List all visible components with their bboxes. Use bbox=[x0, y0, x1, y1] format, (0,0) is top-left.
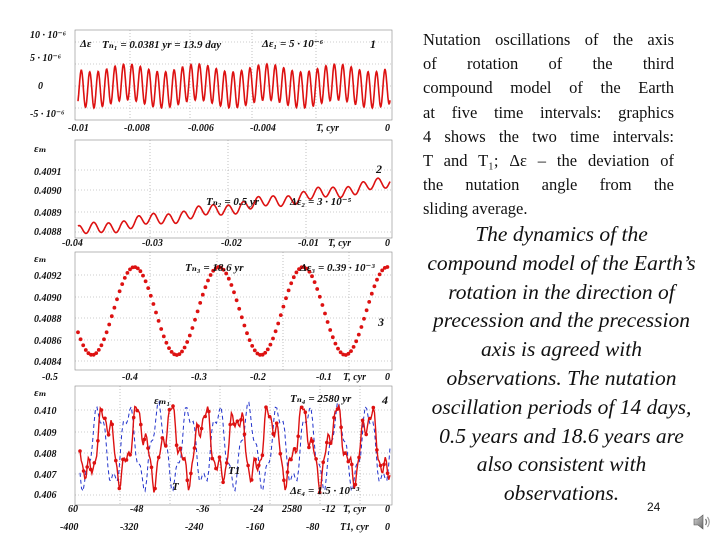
panel-2-ytick: 0.4089 bbox=[34, 208, 62, 219]
description-line: Nutation oscillations of the axis bbox=[423, 30, 674, 49]
panel-4-marker bbox=[193, 446, 197, 450]
panel-3-point bbox=[162, 335, 166, 339]
description-line: of rotation of the third bbox=[423, 54, 674, 74]
panel-2-xtick: -0.03 bbox=[142, 238, 163, 249]
panel-3-point bbox=[120, 282, 124, 286]
figure-description bbox=[423, 28, 674, 222]
body-line: axis is agreed with bbox=[480, 337, 643, 362]
panel-3-point bbox=[185, 340, 189, 344]
panel-3-point bbox=[253, 349, 257, 353]
panel-4-marker bbox=[332, 416, 336, 420]
panel-4-marker bbox=[329, 442, 333, 446]
panel-4-marker bbox=[221, 481, 225, 485]
panel-4-marker bbox=[100, 408, 104, 412]
panel-4-marker bbox=[178, 447, 182, 451]
panel-4-marker bbox=[157, 456, 161, 460]
panel-3-point bbox=[196, 310, 200, 314]
panel-3-point bbox=[118, 289, 122, 293]
panel-4-marker bbox=[211, 457, 215, 461]
panel-4-red-series bbox=[80, 406, 390, 493]
panel-4-marker bbox=[357, 456, 361, 460]
panel-3-point bbox=[107, 323, 111, 327]
panel-4-blue-series bbox=[80, 402, 390, 491]
panel-3-point bbox=[84, 348, 88, 352]
body-line: rotation in the direction of bbox=[448, 279, 675, 304]
panel-4-marker bbox=[343, 451, 347, 455]
panel-3-xtick: -0.4 bbox=[122, 372, 138, 383]
plot-frame bbox=[75, 140, 392, 238]
panel-4-xtick: -24 bbox=[250, 504, 264, 515]
body-line: observations. bbox=[503, 481, 620, 506]
panel-4-marker bbox=[164, 444, 168, 448]
panel-4-marker bbox=[103, 417, 107, 421]
panel-3-point bbox=[126, 271, 130, 275]
panel-4-marker bbox=[200, 427, 204, 431]
panel-3-xtick: T, cyr bbox=[343, 372, 366, 383]
panel-4-t-label: T bbox=[172, 481, 179, 493]
panel-4-marker bbox=[307, 446, 311, 450]
panel-3-ytick: 0.4086 bbox=[34, 336, 62, 347]
panel-4-marker bbox=[364, 433, 368, 437]
panel-4-marker bbox=[85, 465, 89, 469]
panel-4-marker bbox=[382, 463, 386, 467]
panel-4-marker bbox=[289, 458, 293, 462]
panel-1-xtick: -0.01 bbox=[68, 123, 89, 134]
panel-4-marker bbox=[214, 467, 218, 471]
panel-3-point bbox=[318, 295, 322, 299]
panel-3-xtick: -0.1 bbox=[316, 372, 332, 383]
panel-3-point bbox=[279, 313, 283, 317]
panel-4-marker bbox=[207, 410, 211, 414]
panel-4-x2tick: -320 bbox=[120, 522, 139, 533]
panel-2-xtick: -0.04 bbox=[62, 238, 83, 249]
panel-4-marker bbox=[321, 460, 325, 464]
panel-3-point bbox=[373, 284, 377, 288]
panel-1-period-label: Tₙ₁ = 0.0381 yr = 13.9 day bbox=[102, 39, 222, 51]
panel-4-marker bbox=[282, 478, 286, 482]
panel-4-marker bbox=[254, 458, 258, 462]
panel-3-point bbox=[250, 344, 254, 348]
panel-4-marker bbox=[150, 466, 154, 470]
panel-3-point bbox=[144, 279, 148, 283]
panel-4-marker bbox=[339, 426, 343, 430]
panel-3-xtick: -0.2 bbox=[250, 372, 266, 383]
panel-4-series-label: εₘ₁ bbox=[154, 395, 171, 407]
panel-3-point bbox=[367, 300, 371, 304]
panel-2-ylabel: εₘ bbox=[34, 143, 47, 155]
panel-3-point bbox=[191, 326, 195, 330]
description-line: 4 shows the two time intervals: bbox=[423, 126, 674, 146]
body-line: compound model of the Earth’s bbox=[427, 250, 696, 275]
panel-3-point bbox=[204, 285, 208, 289]
panel-1-ytick: 0 bbox=[38, 81, 43, 92]
panel-3-point bbox=[354, 339, 358, 343]
panel-4-marker bbox=[296, 435, 300, 439]
panel-4 bbox=[34, 386, 392, 533]
panel-3-point bbox=[243, 324, 247, 328]
panel-1-ytick: 5 · 10⁻⁶ bbox=[30, 53, 62, 64]
panel-4-ytick: 0.407 bbox=[34, 470, 57, 481]
panel-3-point bbox=[328, 328, 332, 332]
panel-3-point bbox=[79, 337, 83, 341]
panel-4-period-label: Tₙ₄ = 2580 yr bbox=[290, 393, 352, 405]
panel-4-x2tick: 0 bbox=[385, 522, 390, 533]
panel-3-point bbox=[365, 308, 369, 312]
panel-4-marker bbox=[275, 421, 279, 425]
panel-3-point bbox=[375, 278, 379, 282]
panel-4-xtick: T, cyr bbox=[343, 504, 366, 515]
speaker-icon[interactable] bbox=[692, 512, 712, 532]
panel-4-x2tick: -160 bbox=[246, 522, 265, 533]
body-paragraph bbox=[405, 220, 718, 508]
panel-4-marker bbox=[243, 432, 247, 436]
panel-3-point bbox=[76, 330, 80, 334]
panel-3-ytick: 0.4088 bbox=[34, 314, 62, 325]
panel-3-point bbox=[154, 311, 158, 315]
panel-3-point bbox=[284, 296, 288, 300]
panel-3-point bbox=[349, 349, 353, 353]
panel-4-marker bbox=[125, 458, 129, 462]
panel-4-marker bbox=[175, 443, 179, 447]
panel-4-marker bbox=[239, 418, 243, 422]
panel-4-marker bbox=[347, 460, 351, 464]
panel-4-marker bbox=[246, 464, 250, 468]
panel-3-point bbox=[94, 351, 98, 355]
panel-1-ytick: 10 · 10⁻⁶ bbox=[30, 30, 67, 41]
panel-3-point bbox=[139, 269, 143, 273]
panel-2-number: 2 bbox=[376, 162, 382, 176]
panel-3-point bbox=[206, 279, 210, 283]
panel-3-point bbox=[326, 320, 330, 324]
body-line: oscillation periods of 14 days, bbox=[431, 394, 692, 419]
panel-3-xtick: 0 bbox=[385, 372, 390, 383]
panel-4-marker bbox=[168, 408, 172, 412]
panel-4-marker bbox=[153, 487, 157, 491]
panel-4-marker bbox=[261, 453, 265, 457]
panel-3-point bbox=[292, 275, 296, 279]
panel-3-period-label: Tₙ₃ = 18.6 yr bbox=[185, 262, 244, 274]
panel-3-point bbox=[230, 283, 234, 287]
panel-3-number: 3 bbox=[378, 315, 384, 329]
panel-3-point bbox=[245, 331, 249, 335]
panel-3-point bbox=[269, 343, 273, 347]
panel-3-point bbox=[201, 293, 205, 297]
panel-3-point bbox=[227, 277, 231, 281]
panel-3-point bbox=[266, 348, 270, 352]
panel-4-marker bbox=[236, 419, 240, 423]
panel-3-point bbox=[188, 334, 192, 338]
panel-4-marker bbox=[232, 422, 236, 426]
panel-4-marker bbox=[93, 461, 97, 465]
panel-3-point bbox=[180, 350, 184, 354]
panel-4-marker bbox=[186, 478, 190, 482]
body-line: 0.5 years and 18.6 years are bbox=[439, 423, 684, 448]
panel-3-point bbox=[240, 315, 244, 319]
panel-3-point bbox=[152, 302, 156, 306]
panel-3-xtick: -0.3 bbox=[191, 372, 207, 383]
panel-4-marker bbox=[314, 457, 318, 461]
panel-3-point bbox=[336, 347, 340, 351]
panel-3-point bbox=[271, 337, 275, 341]
panel-3-point bbox=[289, 281, 293, 285]
panel-2 bbox=[34, 140, 392, 249]
panel-4-marker bbox=[325, 441, 329, 445]
panel-4-marker bbox=[311, 440, 315, 444]
panel-4-t1-label: T1 bbox=[228, 465, 241, 477]
panel-3-point bbox=[157, 319, 161, 323]
panel-3-point bbox=[123, 276, 127, 280]
panel-4-marker bbox=[279, 452, 283, 456]
page-number: 24 bbox=[647, 500, 661, 514]
panel-1-amp-label: Δε₁ = 5 · 10⁻⁶ bbox=[262, 38, 324, 50]
panel-1-xtick: -0.004 bbox=[250, 123, 276, 134]
panel-4-marker bbox=[293, 447, 297, 451]
panel-4-x2tick: -400 bbox=[60, 522, 79, 533]
panel-1 bbox=[30, 30, 392, 134]
panel-4-marker bbox=[250, 478, 254, 482]
panel-4-marker bbox=[218, 455, 222, 459]
panel-4-marker bbox=[118, 487, 122, 491]
body-line: precession and the precession bbox=[433, 308, 690, 333]
panel-4-marker bbox=[161, 436, 165, 440]
panel-3-point bbox=[386, 265, 390, 269]
panel-3-point bbox=[321, 303, 325, 307]
panel-3-point bbox=[183, 346, 187, 350]
panel-1-ylabel: Δε bbox=[80, 38, 92, 50]
panel-4-x2tick: -240 bbox=[185, 522, 204, 533]
panel-4-marker bbox=[336, 407, 340, 411]
panel-3-point bbox=[146, 286, 150, 290]
panel-4-marker bbox=[107, 433, 111, 437]
panel-3-point bbox=[193, 318, 197, 322]
panel-4-marker bbox=[143, 438, 147, 442]
panel-3-point bbox=[113, 306, 117, 310]
panel-3-point bbox=[232, 290, 236, 294]
panel-4-marker bbox=[132, 416, 136, 420]
body-line: The dynamics of the bbox=[475, 222, 648, 246]
panel-4-ytick: 0.408 bbox=[34, 449, 57, 460]
panel-2-xtick: 0 bbox=[385, 238, 390, 249]
panel-4-amp-label: Δε₄ = 1.5 · 10⁻³ bbox=[290, 485, 360, 497]
panel-4-marker bbox=[257, 464, 261, 468]
panel-1-number: 1 bbox=[370, 37, 376, 51]
panel-2-ytick: 0.4091 bbox=[34, 167, 62, 178]
panel-4-marker bbox=[379, 464, 383, 468]
panel-4-xtick: -12 bbox=[322, 504, 336, 515]
panel-3-ytick: 0.4090 bbox=[34, 293, 62, 304]
panel-2-xtick: -0.01 bbox=[298, 238, 319, 249]
panel-3-point bbox=[323, 312, 327, 316]
panel-3-point bbox=[287, 289, 291, 293]
panel-4-xtick: -48 bbox=[130, 504, 144, 515]
panel-4-marker bbox=[121, 458, 125, 462]
panel-3-point bbox=[282, 305, 286, 309]
panel-3-point bbox=[263, 351, 267, 355]
panel-4-marker bbox=[228, 423, 232, 427]
panel-4-marker bbox=[350, 463, 354, 467]
body-line: also consistent with bbox=[476, 452, 647, 477]
panel-3-point bbox=[237, 307, 241, 311]
panel-1-ytick: -5 · 10⁻⁶ bbox=[30, 109, 65, 120]
panel-3-point bbox=[315, 287, 319, 291]
panel-4-xtick: 60 bbox=[68, 504, 78, 515]
panel-4-marker bbox=[114, 459, 118, 463]
description-line: the nutation angle from the bbox=[423, 175, 674, 195]
panel-4-marker bbox=[264, 405, 268, 409]
panel-4-marker bbox=[203, 415, 207, 419]
panel-1-xtick: -0.008 bbox=[124, 123, 150, 134]
panel-3-point bbox=[378, 273, 382, 277]
panel-4-ytick: 0.410 bbox=[34, 406, 57, 417]
panel-4-marker bbox=[146, 446, 150, 450]
panel-3-point bbox=[165, 341, 169, 345]
panel-3-point bbox=[136, 267, 140, 271]
panel-4-marker bbox=[189, 472, 193, 476]
description-line: at five time intervals: graphics bbox=[423, 102, 674, 122]
panel-4-marker bbox=[89, 468, 93, 472]
panel-3-point bbox=[360, 325, 364, 329]
panel-4-marker bbox=[304, 411, 308, 415]
panel-3-point bbox=[276, 322, 280, 326]
panel-1-xtick: -0.006 bbox=[188, 123, 214, 134]
panel-4-marker bbox=[182, 457, 186, 461]
panel-4-marker bbox=[386, 471, 390, 475]
panel-2-ytick: 0.4090 bbox=[34, 186, 62, 197]
panel-3-point bbox=[331, 335, 335, 339]
panel-3-series bbox=[76, 265, 389, 357]
panel-3-point bbox=[295, 271, 299, 275]
panel-4-marker bbox=[268, 415, 272, 419]
panel-3-point bbox=[110, 314, 114, 318]
panel-4-marker bbox=[171, 404, 175, 408]
panel-4-marker bbox=[135, 409, 139, 413]
panel-3-point bbox=[274, 329, 278, 333]
panel-2-xtick: -0.02 bbox=[221, 238, 242, 249]
description-line: T and T₁; Δε – the deviation of bbox=[423, 151, 674, 171]
panel-4-marker bbox=[96, 439, 100, 443]
panel-3-point bbox=[100, 343, 104, 347]
panel-3-ytick: 0.4092 bbox=[34, 271, 62, 282]
panel-4-ylabel: εₘ bbox=[34, 387, 47, 399]
panel-4-marker bbox=[372, 406, 376, 410]
panel-3-point bbox=[149, 294, 153, 298]
panel-1-xtick: T, cyr bbox=[316, 123, 339, 134]
panel-3-point bbox=[334, 342, 338, 346]
panel-2-amp-label: Δε₂ = 3 · 10⁻⁵ bbox=[290, 196, 352, 208]
description-line: compound model of the Earth bbox=[423, 78, 674, 98]
panel-3-point bbox=[105, 330, 109, 334]
panel-3-point bbox=[362, 317, 366, 321]
panel-2-period-label: Tₙ₂ = 0.5 yr bbox=[206, 196, 260, 208]
panel-3-point bbox=[235, 298, 239, 302]
panel-4-marker bbox=[368, 417, 372, 421]
panel-4-xtick: 2580 bbox=[282, 504, 302, 515]
panel-4-marker bbox=[300, 406, 304, 410]
panel-4-xtick: 0 bbox=[385, 504, 390, 515]
panel-4-marker bbox=[361, 419, 365, 423]
panel-2-ytick: 0.4088 bbox=[34, 227, 62, 238]
description-line: sliding average. bbox=[423, 199, 528, 219]
panel-3-ylabel: εₘ bbox=[34, 253, 47, 265]
panel-4-x2tick: -80 bbox=[306, 522, 320, 533]
panel-4-xtick: -36 bbox=[196, 504, 210, 515]
panel-4-marker bbox=[271, 432, 275, 436]
panel-3-point bbox=[357, 333, 361, 337]
panel-3-point bbox=[248, 338, 252, 342]
panel-3-point bbox=[313, 280, 317, 284]
panel-4-marker bbox=[78, 449, 82, 453]
panel-3-point bbox=[310, 274, 314, 278]
panel-3-ytick: 0.4084 bbox=[34, 357, 62, 368]
panel-4-marker bbox=[82, 469, 86, 473]
panel-4-marker bbox=[139, 423, 143, 427]
panel-4-ytick: 0.406 bbox=[34, 490, 57, 501]
body-line: observations. The nutation bbox=[446, 365, 677, 390]
panel-2-grid bbox=[75, 140, 392, 238]
panel-3-point bbox=[81, 343, 85, 347]
panel-4-marker bbox=[110, 423, 114, 427]
panel-4-marker bbox=[375, 448, 379, 452]
panel-4-ytick: 0.409 bbox=[34, 428, 57, 439]
panel-3-xtick: -0.5 bbox=[42, 372, 58, 383]
panel-4-marker bbox=[286, 470, 290, 474]
panel-3-point bbox=[97, 348, 101, 352]
panel-3-point bbox=[198, 301, 202, 305]
panel-3-amp-label: Δε₃ = 0.39 · 10⁻³ bbox=[300, 262, 375, 274]
panel-2-xtick: T, cyr bbox=[328, 238, 351, 249]
panel-4-number: 4 bbox=[382, 393, 388, 407]
panel-4-x2tick: T1, cyr bbox=[340, 522, 369, 533]
panel-4-marker bbox=[196, 424, 200, 428]
panel-1-xtick: 0 bbox=[385, 123, 390, 134]
panel-3-point bbox=[370, 292, 374, 296]
panel-3-point bbox=[159, 327, 163, 331]
panel-3 bbox=[34, 252, 392, 383]
panel-3-point bbox=[167, 346, 171, 350]
panel-4-marker bbox=[128, 453, 132, 457]
panel-3-point bbox=[102, 337, 106, 341]
panel-3-point bbox=[352, 345, 356, 349]
panel-3-point bbox=[141, 274, 145, 278]
panel-3-point bbox=[115, 297, 119, 301]
